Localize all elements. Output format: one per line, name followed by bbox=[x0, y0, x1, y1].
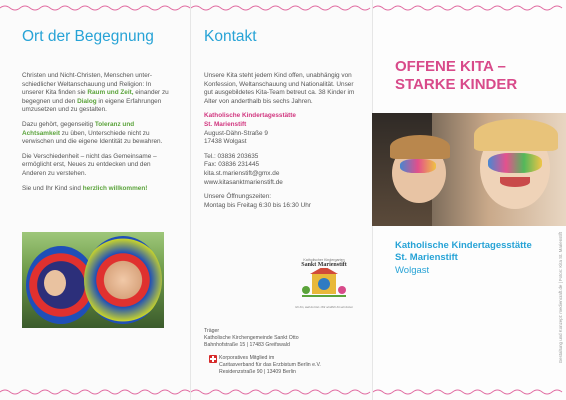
caritas-cross-icon bbox=[209, 355, 217, 363]
address-street: August-Dähn-Straße 9 bbox=[204, 129, 268, 137]
text: Dazu gehört, gegenseitig bbox=[22, 120, 95, 128]
highlight: Toleranz und Achtsamkeit bbox=[22, 120, 135, 137]
wavy-border-bottom bbox=[373, 388, 566, 396]
address-city: 17438 Wolgast bbox=[204, 138, 247, 146]
email-link[interactable]: kita.st.marienstift@gmx.de bbox=[204, 169, 280, 177]
panel-kontakt bbox=[190, 0, 372, 400]
wavy-border-bottom bbox=[191, 388, 372, 396]
highlight: Raum und Zeit, bbox=[87, 89, 134, 97]
kita-name-line-1: Katholische Kindertagesstätte bbox=[395, 240, 532, 251]
caritas-line-2: Caritasverband für das Erzbistum Berlin e.V. bbox=[219, 361, 321, 368]
wavy-border-top bbox=[373, 4, 566, 12]
logo-motto: Ich bin, weil du bist • Wir sind/Ich bin wir ferner bbox=[295, 305, 353, 309]
text: einander zu begegnen und den bbox=[22, 89, 169, 105]
panel-ort-der-begegnung bbox=[0, 0, 190, 400]
headline-line-1: OFFENE KITA – bbox=[395, 58, 506, 75]
wavy-border-bottom bbox=[0, 388, 190, 396]
panel1-paragraph-4 bbox=[22, 185, 170, 194]
hours-label: Unsere Öffnungszeiten: bbox=[204, 193, 272, 201]
highlight: Dialog bbox=[77, 97, 97, 105]
logo-name: Sankt Marienstift bbox=[301, 262, 347, 268]
face-painted-children-photo bbox=[372, 113, 566, 226]
text: Sie und Ihr Kind sind bbox=[22, 184, 83, 192]
logo-top-text: Katholischer Kindergarten bbox=[303, 258, 345, 262]
org-name-line-2: St. Marienstift bbox=[204, 120, 247, 128]
wavy-border-top bbox=[191, 4, 372, 12]
panel1-title: Ort der Begegnung bbox=[22, 28, 154, 45]
panel1-text bbox=[22, 72, 170, 199]
traeger-line-2: Bahnhofstraße 15 | 17483 Greifswald bbox=[204, 341, 290, 348]
headline-line-2: STARKE KINDER bbox=[395, 76, 518, 93]
children-play-tunnel-photo bbox=[22, 232, 164, 328]
contact-intro: Unsere Kita steht jedem Kind offen, unabhängig von Konfession, Weltanschauung und Nationalität. Unser gut ausgebildetes Kita-Team betreut ca. 38 Kinder im Alter von anderthalb bis sechs Jahren. bbox=[204, 72, 355, 105]
org-name-line-1: Katholische Kindertagesstätte bbox=[204, 112, 296, 120]
credits-vertical-text: Gestaltung und Konzept: mediencraft.de | Fotos: Kita St. Marienstift bbox=[558, 232, 563, 364]
traeger-block bbox=[204, 328, 299, 348]
phone: Tel.: 03836 203635 bbox=[204, 152, 259, 160]
text: Christen und Nicht-Christen, Menschen unterschiedlicher Weltanschauung und Religion: In unserer Kita finden sie bbox=[22, 72, 153, 97]
cover-headline bbox=[395, 58, 565, 94]
contact-block bbox=[204, 72, 364, 210]
wavy-border-top bbox=[0, 4, 190, 12]
fax: Fax: 03836 231445 bbox=[204, 161, 260, 169]
cover-kita-name bbox=[395, 240, 532, 264]
hours: Montag bis Freitag 6:30 bis 16:30 Uhr bbox=[204, 201, 311, 209]
kita-name-line-2: St. Marienstift bbox=[395, 252, 458, 263]
logo-illustration-icon bbox=[292, 268, 356, 300]
traeger-label: Träger bbox=[204, 328, 220, 334]
caritas-line-1: Korporatives Mitglied im bbox=[219, 355, 275, 361]
panel1-paragraph-2 bbox=[22, 121, 170, 147]
traeger-line-1: Katholische Kirchengemeinde Sankt Otto bbox=[204, 334, 299, 341]
panel1-paragraph-1 bbox=[22, 72, 170, 115]
kindergarten-logo bbox=[292, 258, 356, 312]
caritas-block bbox=[219, 355, 321, 375]
text: in eigene Erfahrungen umzusetzen und zu gestalten. bbox=[22, 97, 162, 114]
caritas-line-3: Residenzstraße 90 | 13409 Berlin bbox=[219, 368, 296, 375]
cover-city: Wolgast bbox=[395, 265, 430, 276]
website-link[interactable]: www.kitasanktmarienstift.de bbox=[204, 178, 283, 186]
highlight: herzlich willkommen! bbox=[82, 184, 148, 192]
text: zu üben, Unterschiede nicht zu verwischen und die eigene Identität zu bewahren. bbox=[22, 129, 163, 146]
panel1-paragraph-3: Die Verschiedenheit – nicht das Gemeinsame – ermöglicht erst, Neues zu entdecken und den Anderen zu verstehen. bbox=[22, 152, 157, 177]
panel2-title: Kontakt bbox=[204, 28, 257, 45]
